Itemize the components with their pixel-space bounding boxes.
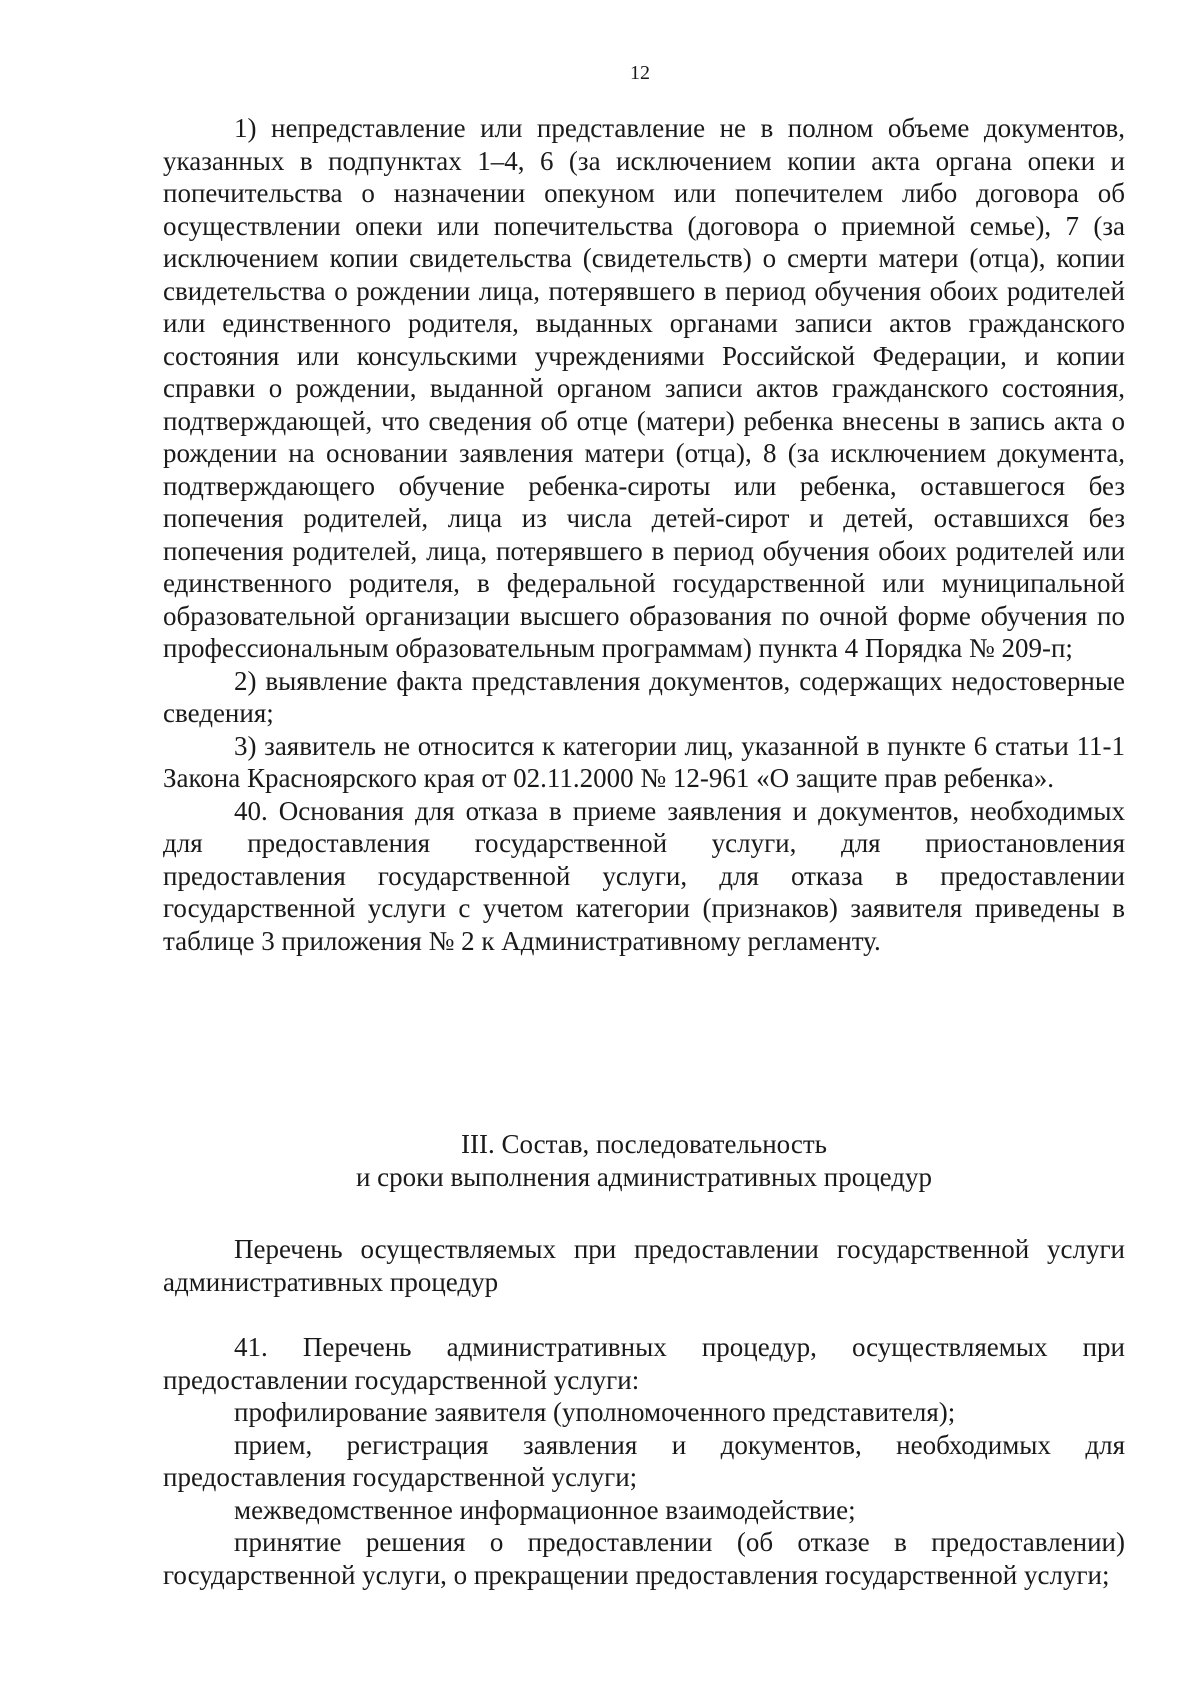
document-body	[163, 112, 1125, 957]
section-heading-line1: III. Состав, последовательность	[461, 1129, 827, 1159]
paragraph-section-40: 40. Основания для отказа в приеме заявления и документов, необходимых для предоставления государственной услуги, для приостановления предоставления государственной услуги, для отказа в предоставлении государственной услуги с учетом категории (признаков) заявителя приведены в таблице 3 приложения № 2 к Административному регламенту.	[163, 795, 1125, 956]
paragraph-item-3: 3) заявитель не относится к категории лиц, указанной в пункте 6 статьи 11-1 Закона Красноярского края от 02.11.2000 № 12-961 «О защите прав ребенка».	[163, 730, 1125, 793]
list-item: межведомственное информационное взаимодействие;	[234, 1494, 856, 1525]
paragraph-item-1: 1) непредставление или представление не в полном объеме документов, указанных в подпунктах 1–4, 6 (за исключением копии акта органа опеки и попечительства о назначении опекуном или попечителем либо договора об осуществлении опеки или попечительства (договора о приемной семье), 7 (за исключением копии свидетельства (свидетельств) о смерти матери (отца), копии свидетельства о рождении лица, потерявшего в период обучения обоих родителей или единственного родителя, выданных органами записи актов гражданского состояния или консульскими учреждениями Российской Федерации, и копии справки о рождении, выданной органом записи актов гражданского состояния, подтверждающей, что сведения об отце (матери) ребенка внесены в запись акта о рождении на основании заявления матери (отца), 8 (за исключением документа, подтверждающего обучение ребенка-сироты или ребенка, оставшегося без попечения родителей, лица из числа детей-сирот и детей, оставшихся без попечения родителей, лица, потерявшего в период обучения обоих родителей или единственного родителя, в федеральной государственной или муниципальной образовательной организации высшего образования по очной форме обучения по профессиональным образовательным программам) пункта 4 Порядка № 209-п;	[163, 113, 1125, 663]
list-item: прием, регистрация заявления и документов, необходимых для предоставления государственной услуги;	[163, 1429, 1125, 1492]
list-item: профилирование заявителя (уполномоченного представителя);	[234, 1397, 956, 1427]
subsection-heading: Перечень осуществляемых при предоставлении государственной услуги административных процедур	[163, 1234, 1125, 1297]
list-item: принятие решения о предоставлении (об отказе в предоставлении) государственной услуги, о прекращении предоставления государственной услуги;	[163, 1527, 1125, 1590]
page-number: 12	[630, 62, 650, 84]
paragraph-section-41: 41. Перечень административных процедур, осуществляемых при предоставлении государственной услуги:	[163, 1332, 1125, 1395]
section-heading-line2: и сроки выполнения административных процедур	[355, 1162, 933, 1192]
paragraph-item-2: 2) выявление факта представления документов, содержащих недостоверные сведения;	[163, 665, 1125, 728]
procedures-list	[163, 1331, 1125, 1591]
section-heading	[163, 1128, 1125, 1194]
